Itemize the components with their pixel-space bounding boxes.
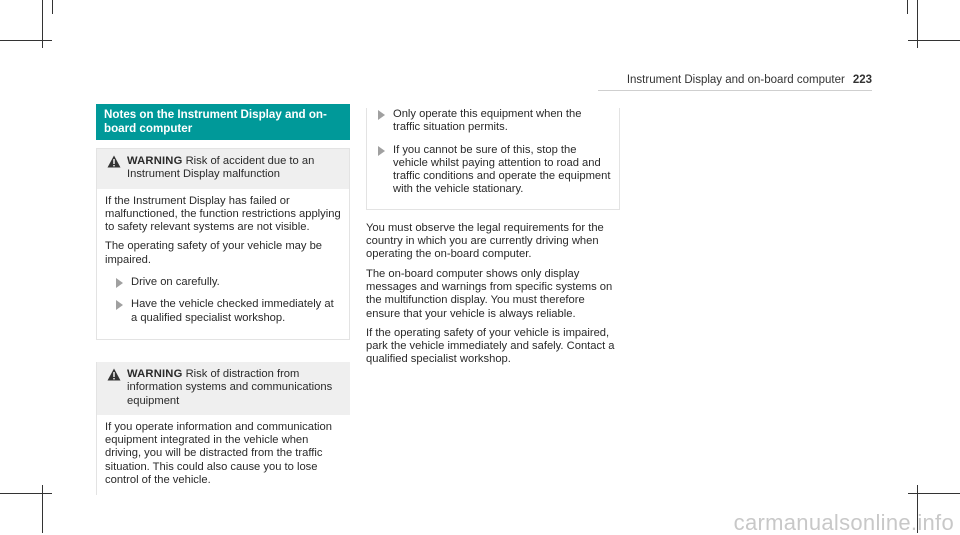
warning-body [97, 189, 349, 339]
page-header [627, 74, 872, 87]
watermark: carmanualsonline.info [733, 509, 954, 535]
warning-header [97, 362, 350, 415]
crop-mark [52, 0, 53, 14]
right-column [366, 104, 620, 373]
page-number: 223 [852, 74, 872, 86]
action-step [105, 276, 341, 289]
step-text: Drive on carefully. [131, 276, 220, 289]
crop-mark [907, 0, 908, 14]
warning-body [97, 415, 350, 495]
warning-box-distraction [96, 362, 350, 495]
crop-mark [0, 40, 52, 41]
crop-mark [908, 40, 960, 41]
step-text: Have the vehicle checked immediately at a qualified specialist workshop. [131, 298, 334, 324]
step-arrow-icon [116, 278, 123, 288]
warning-label: WARNING [127, 367, 183, 380]
warning-paragraph: The operating safety of your vehicle may be impaired. [105, 240, 323, 266]
warning-paragraph: If the Instrument Display has failed or malfunctioned, the function restrictions applying to safety relevant systems are not visible. [105, 194, 341, 234]
warning-box-display-malfunction [96, 148, 350, 340]
section-title: Instrument Display and on-board computer [626, 74, 845, 86]
warning-label: WARNING [127, 155, 183, 167]
step-arrow-icon [378, 146, 385, 156]
step-arrow-icon [378, 110, 385, 120]
body-paragraph: The on-board computer shows only display messages and warnings from specific systems on the multifunction display. You must therefore ensure that your vehicle is always reliable. [366, 267, 613, 320]
warning-headline: Risk of distraction from information systems and communications equipment [127, 367, 333, 407]
header-rule [598, 90, 872, 91]
left-column [96, 104, 350, 509]
crop-mark [0, 493, 52, 494]
crop-mark [908, 493, 960, 494]
warning-headline: Risk of accident due to an Instrument Display malfunction [127, 155, 315, 181]
section-heading: Notes on the Instrument Display and on-board computer [96, 104, 350, 140]
step-text: Only operate this equipment when the traffic situation permits. [393, 108, 582, 134]
warning-steps-continued [366, 108, 620, 210]
warning-header [97, 149, 349, 189]
step-arrow-icon [116, 300, 123, 310]
action-step [367, 108, 611, 135]
warning-paragraph: If you operate information and communication equipment integrated in the vehicle when driving, you will be distracted from the traffic situation. This could also cause you to lose control of the vehicle. [105, 420, 332, 487]
warning-triangle-icon [107, 155, 121, 168]
body-paragraph: You must observe the legal requirements for the country in which you are currently driving when operating the on-board computer. [366, 221, 604, 261]
body-paragraph: If the operating safety of your vehicle is impaired, park the vehicle immediately and safely. Contact a qualified specialist workshop. [366, 326, 615, 366]
warning-triangle-icon [107, 368, 121, 381]
action-step [105, 298, 341, 325]
step-text: If you cannot be sure of this, stop the vehicle whilst paying attention to road and traffic conditions and operate the equipment with the vehicle stationary. [393, 143, 611, 196]
action-step [367, 144, 611, 197]
